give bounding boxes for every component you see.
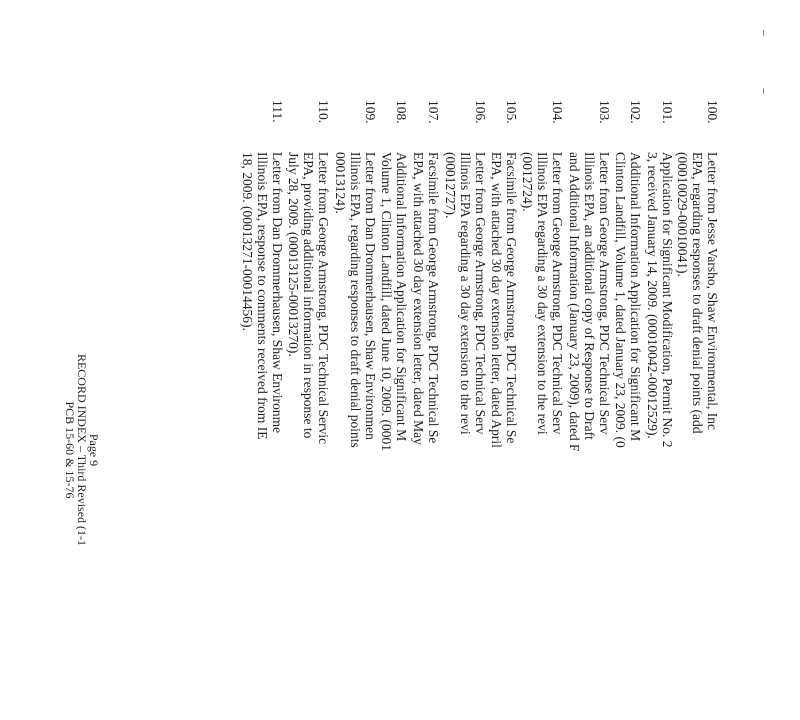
entry-line: Letter from George Armstrong, PDC Technical Servic	[316, 152, 331, 445]
edge-mark	[763, 30, 764, 36]
entry-line: Illinois EPA regarding a 30 day extension to the revi	[458, 152, 473, 435]
entry-line: Letter from Dan Drommerhausen, Shaw Environmen	[363, 152, 378, 440]
entry-line: Letter from George Armstrong, PDC Technical Serv	[550, 152, 565, 435]
entry-number: 102.	[628, 100, 643, 124]
entry-description	[443, 152, 488, 720]
entry-description	[613, 152, 643, 720]
entry-description	[411, 152, 441, 720]
entry-line: Illinois EPA, response to comments received from IE	[255, 152, 270, 440]
footer-case-number: PCB 15-60 & 15-76	[63, 401, 77, 499]
entry-number: 104.	[550, 100, 565, 124]
entry-number: 106.	[473, 100, 488, 124]
entry-line: Illinois EPA, regarding responses to draft denial points	[348, 152, 363, 448]
entry-number: 101.	[660, 100, 675, 124]
entry-line: and Additional Information (January 23, 2009), dated F	[567, 152, 582, 452]
entry-number: 103.	[597, 100, 612, 124]
entry-line: EPA, providing additional information in response to	[301, 152, 316, 439]
entry-line: Illinois EPA regarding a 30 day extension to the revi	[535, 152, 550, 435]
entry-line: (0012724).	[520, 152, 535, 212]
entry-line: Illinois EPA, an additional copy of Response to Draft	[582, 152, 597, 440]
entry-line: EPA, with attached 30 day extension letter, dated April	[489, 152, 504, 448]
entry-line: (00010029-00010041).	[675, 152, 690, 277]
entry-line: July 28, 2009. (00013125-00013270).	[286, 152, 301, 357]
entry-number: 108.	[394, 100, 409, 124]
entry-description	[286, 152, 331, 720]
entry-line: Additional Information Application for Significant M	[394, 152, 409, 442]
entry-line: EPA, regarding responses to draft denial points (add	[690, 152, 705, 434]
entry-line: Clinton Landfill, Volume 1, dated January 23, 2009. (0	[613, 152, 628, 448]
entry-number: 107.	[426, 100, 441, 124]
entry-line: EPA, with attached 30 day extension letter, dated May	[411, 152, 426, 445]
entry-description	[567, 152, 612, 720]
entry-description	[520, 152, 565, 720]
entry-line: Facsimile from George Armstrong, PDC Technical Se	[426, 152, 441, 444]
entry-line: Application for Significant Modification, Permit No. 2	[660, 152, 675, 448]
footer-page-number: Page 9	[87, 433, 101, 467]
entry-line: 00013124).	[333, 152, 348, 214]
entry-line: Additional Information Application for Significant M	[628, 152, 643, 442]
entry-line: 18, 2009. (00013271-00014456).	[240, 152, 255, 331]
entry-description	[240, 152, 285, 720]
entry-description	[489, 152, 519, 720]
entry-number: 111.	[270, 100, 285, 123]
entry-number: 100.	[705, 100, 720, 124]
page-footer	[64, 250, 100, 650]
entry-line: Letter from George Armstrong, PDC Technical Serv	[473, 152, 488, 435]
edge-mark	[763, 88, 764, 94]
entry-line: Facsimile from George Armstrong, PDC Technical Se	[504, 152, 519, 444]
entry-number: 109.	[363, 100, 378, 124]
entry-line: Letter from Jesse Varsho, Shaw Environmental, Inc	[705, 152, 720, 430]
entry-line: Letter from George Armstrong, PDC Technical Serv	[597, 152, 612, 435]
entry-description	[645, 152, 675, 720]
footer-title: RECORD INDEX – Third Revised (1-1	[75, 353, 89, 547]
entry-line: Volume 1, Clinton Landfill, dated June 10, 2009. (0001	[379, 152, 394, 451]
entry-number: 110.	[316, 100, 331, 124]
entry-line: Letter from Dan Drommerhausen, Shaw Environme	[270, 152, 285, 434]
entry-line: (00012727).	[443, 152, 458, 219]
entry-description	[675, 152, 720, 720]
entry-line: 3, received January 14, 2009. (00010042-00012529).	[645, 152, 660, 439]
entry-description	[379, 152, 409, 720]
entry-number: 105.	[504, 100, 519, 124]
entry-description	[333, 152, 378, 720]
